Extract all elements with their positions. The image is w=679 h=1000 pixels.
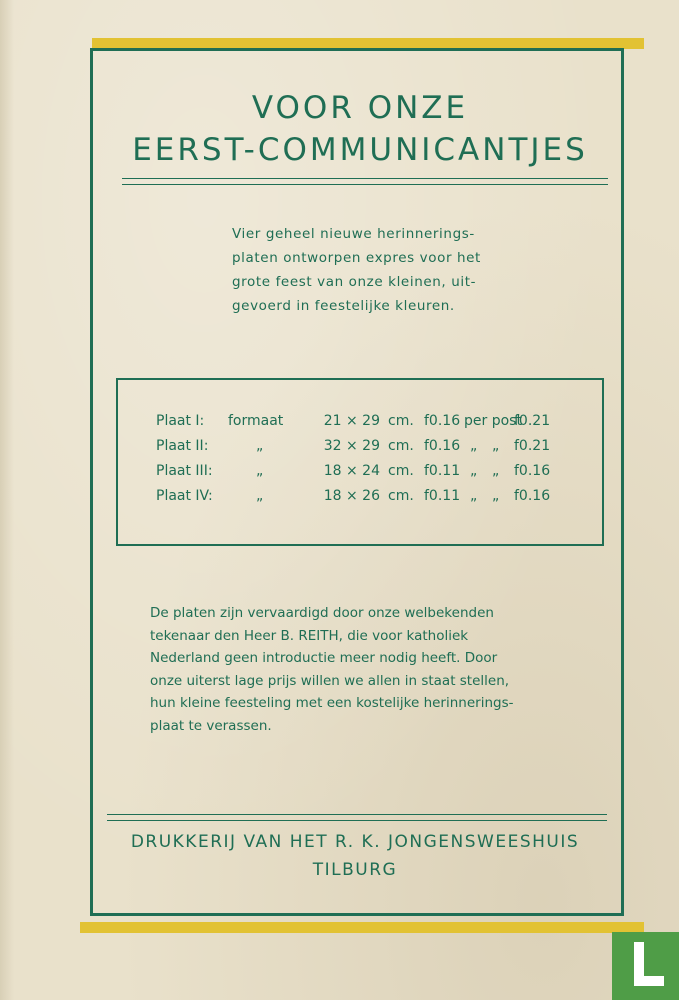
format-label: formaat (228, 413, 284, 429)
plate-name: Plaat III: (156, 463, 213, 479)
intro-line: gevoerd in feestelijke kleuren. (232, 298, 455, 314)
intro-line: grote feest van onze kleinen, uit- (232, 274, 477, 290)
price: f0.11 (424, 488, 461, 504)
unit: cm. (388, 463, 414, 479)
dimensions: 18 × 26 (323, 488, 380, 504)
body-line: hun kleine feesteling met een kostelijke herinnerings- (150, 695, 514, 711)
body-line: tekenaar den Heer B. REITH, die voor katholiek (150, 627, 469, 644)
format-ditto: „ (256, 438, 264, 454)
post-ditto: „ (470, 438, 478, 454)
intro-paragraph (232, 222, 512, 318)
dimensions: 32 × 29 (323, 438, 380, 454)
post-ditto: „ (492, 463, 500, 479)
bottom-yellow-stripe (80, 922, 644, 933)
title-line-1: VOOR ONZE (251, 90, 469, 126)
intro-line: platen ontworpen expres voor het (232, 250, 481, 266)
l-logo-icon (612, 932, 679, 1000)
body-line: plaat te verassen. (150, 717, 272, 734)
dimensions: 18 × 24 (323, 463, 380, 479)
plate-name: Plaat I: (156, 413, 205, 429)
format-ditto: „ (256, 463, 264, 479)
printer-city: TILBURG (312, 860, 398, 880)
plate-name: Plaat IV: (156, 488, 213, 504)
unit: cm. (388, 438, 414, 454)
post-ditto: „ (492, 488, 500, 504)
post-price: f0.21 (514, 413, 551, 429)
post-ditto: „ (492, 438, 500, 454)
price: f0.16 (424, 413, 461, 429)
printer-name: DRUKKERIJ VAN HET R. K. JONGENSWEESHUIS (130, 832, 580, 852)
post-ditto: „ (470, 488, 478, 504)
price-table-box (116, 378, 604, 546)
format-ditto: „ (256, 488, 264, 504)
body-line: Nederland geen introductie meer nodig heeft. Door (150, 650, 498, 666)
body-line: De platen zijn vervaardigd door onze welbekenden (150, 605, 494, 621)
unit: cm. (388, 488, 414, 504)
body-line: onze uiterst lage prijs willen we allen in staat stellen, (150, 672, 510, 689)
intro-line: Vier geheel nieuwe herinnerings- (232, 226, 475, 242)
unit: cm. (388, 413, 414, 429)
paper-edge (0, 0, 14, 1000)
post-price: f0.16 (514, 463, 551, 479)
plate-name: Plaat II: (156, 438, 209, 454)
title-double-rule (122, 178, 608, 185)
title-line-2: EERST-COMMUNICANTJES (132, 132, 588, 168)
price: f0.11 (424, 463, 461, 479)
price: f0.16 (424, 438, 461, 454)
post-price: f0.16 (514, 488, 551, 504)
post-price: f0.21 (514, 438, 551, 454)
post-label: per post (464, 413, 522, 429)
body-paragraph (150, 602, 570, 737)
post-ditto: „ (470, 463, 478, 479)
dimensions: 21 × 29 (323, 413, 380, 429)
footer-double-rule (107, 814, 607, 821)
